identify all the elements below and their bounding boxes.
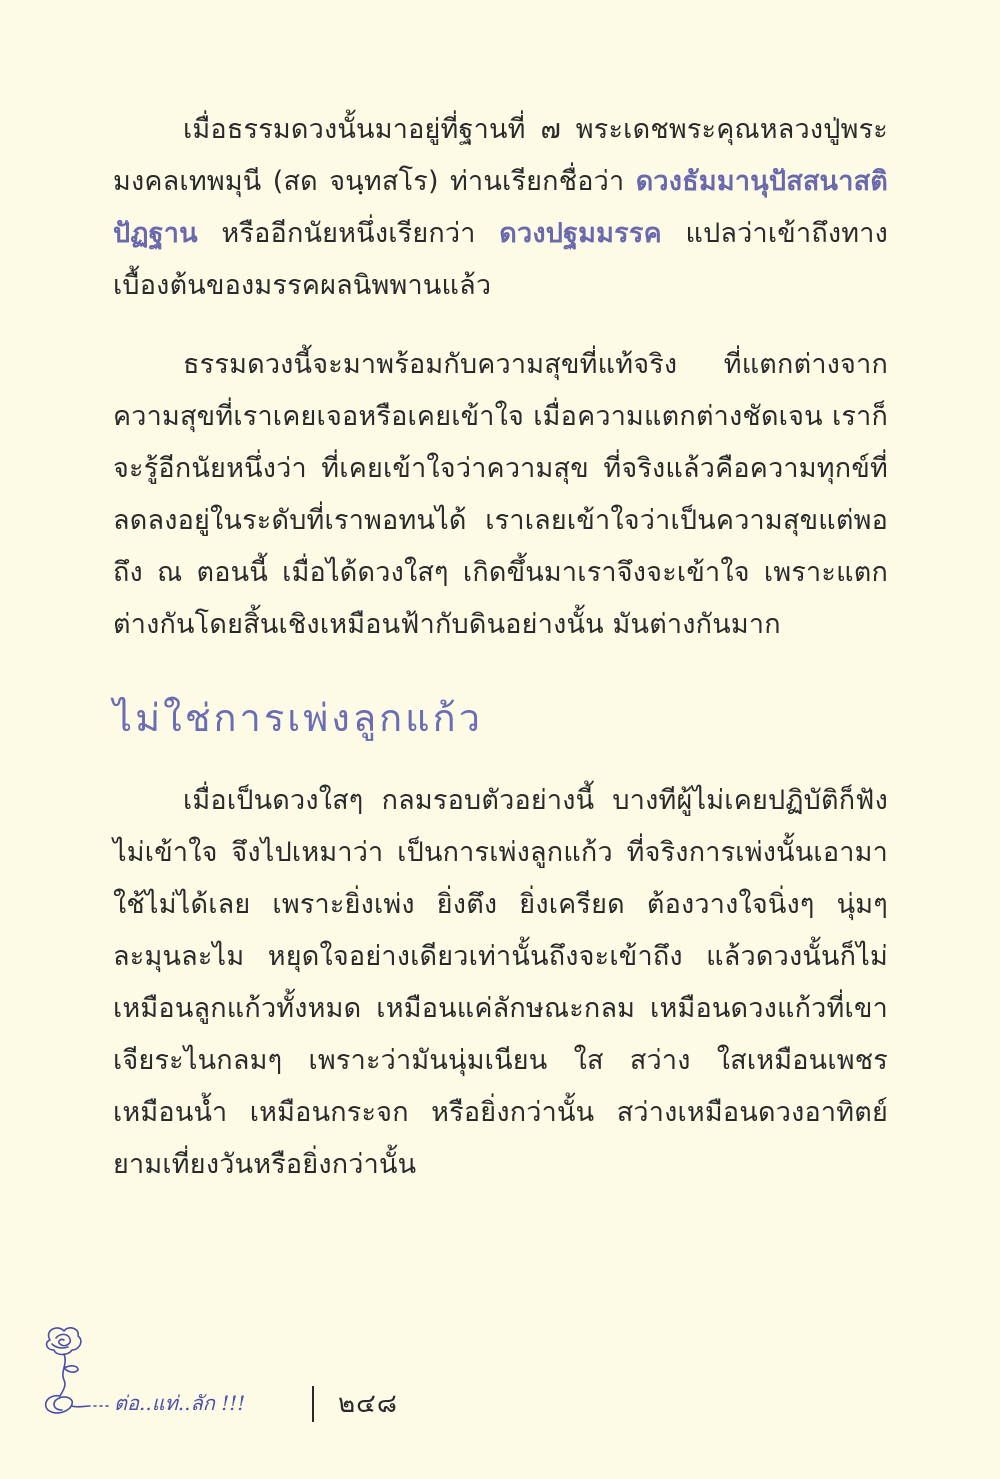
highlight-pathama-magga: ดวงปฐมมรรค [499, 218, 662, 249]
paragraph-3: เมื่อเป็นดวงใสๆ กลมรอบตัวอย่างนี้ บางทีผู้ไม่เคยปฏิบัติก็ฟังไม่เข้าใจ จึงไปเหมาว่า เป็นการเพ่งลูกแก้ว ที่จริงการเพ่งนั้นเอามาใช้ไม่ได้เลย เพราะยิ่งเพ่ง ยิ่งตึง ยิ่งเครียด ต้องวางใจนิ่งๆ นุ่มๆ ละมุนละไม หยุดใจอย่างเดียวเท่านั้นถึงจะเข้าถึง แล้วดวงนั้นก็ไม่เหมือนลูกแก้วทั้งหมด เหมือนแค่ลักษณะกลม เหมือนดวงแก้วที่เขาเจียระไนกลมๆ เพราะว่ามันนุ่มเนียน ใส สว่าง ใสเหมือนเพชร เหมือนน้ำ เหมือนกระจก หรือยิ่งกว่านั้น สว่างเหมือนดวงอาทิตย์ยามเที่ยงวันหรือยิ่งกว่านั้น [113, 785, 888, 1180]
footer-separator [312, 1386, 314, 1422]
page-number: ๒๔๘ [338, 1389, 398, 1419]
paragraph-1-text-c: แปลว่าเข้าถึงทางเบื้องต้นของมรรคผลนิพพานแล้ว [113, 218, 888, 301]
paragraph-1-text-b: หรืออีกนัยหนึ่งเรียกว่า [197, 218, 500, 249]
paragraph-1 [113, 104, 888, 312]
signature-text: ต่อ..แท่..ลัก !!! [114, 1391, 246, 1415]
paragraph-2: ธรรมดวงนี้จะมาพร้อมกับความสุขที่แท้จริง ที่แตกต่างจากความสุขที่เราเคยเจอหรือเคยเข้าใจ เมื่อความแตกต่างชัดเจน เราก็จะรู้อีกนัยหนึ่งว่า ที่เคยเข้าใจว่าความสุข ที่จริงแล้วคือความทุกข์ที่ลดลงอยู่ในระดับที่เราพอทนได้ เราเลยเข้าใจว่าเป็นความสุขแต่พอถึง ณ ตอนนี้ เมื่อได้ดวงใสๆ เกิดขึ้นมาเราจึงจะเข้าใจ เพราะแตกต่างกันโดยสิ้นเชิงเหมือนฟ้ากับดินอย่างนั้น มันต่างกันมาก [113, 349, 888, 640]
section-heading: ไม่ใช่การเพ่งลูกแก้ว [113, 696, 483, 740]
paragraph-1-text-a: เมื่อธรรมดวงนั้นมาอยู่ที่ฐานที่ ๗ พระเดชพระคุณหลวงปู่พระมงคลเทพมุนี (สด จนฺทสโร) ท่านเรียกชื่อว่า [113, 114, 888, 197]
highlight-dhammanupassana: ดวงธัมมานุปัสสนาสติปัฏฐาน [113, 166, 888, 249]
rose-signature-logo [34, 1322, 294, 1432]
